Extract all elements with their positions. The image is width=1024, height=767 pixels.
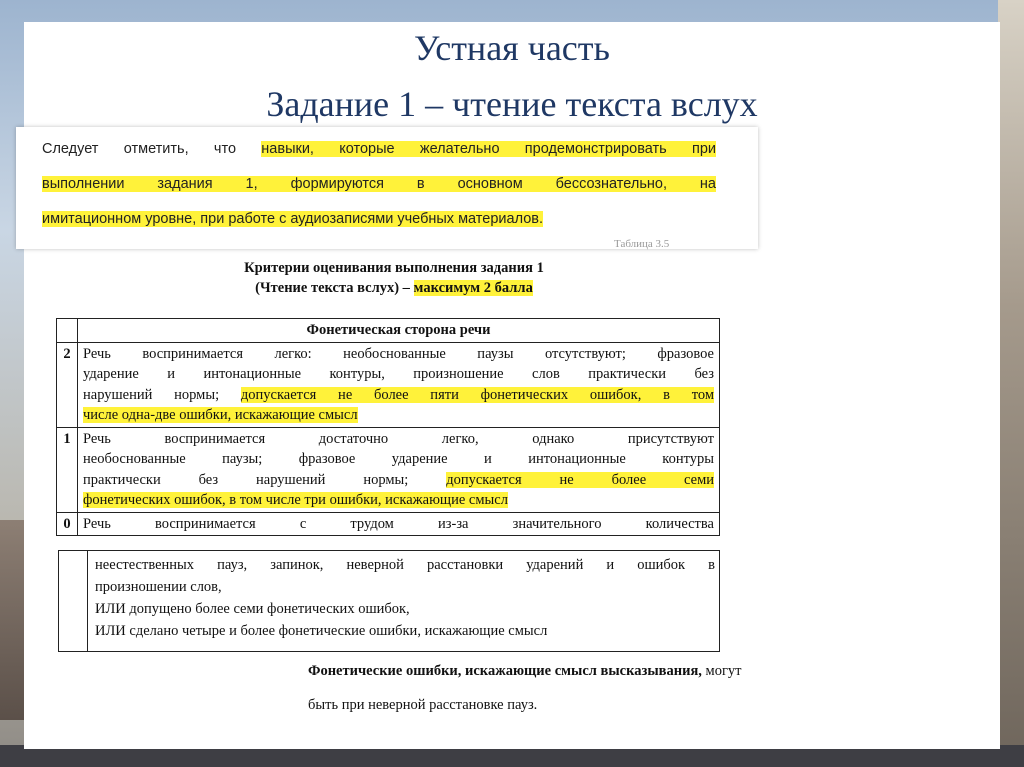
slide-title-line2: Задание 1 – чтение текста вслух	[266, 84, 758, 124]
table-row-score-1	[57, 427, 720, 512]
criterion-2-line-4	[83, 405, 714, 426]
footnote-line-1	[308, 660, 742, 682]
criteria-subtitle-highlight: максимум 2 балла	[413, 280, 533, 296]
criterion-2-line-1: Речь воспринимается легко: необоснованные паузы отсутствуют; фразовое	[83, 345, 714, 362]
criterion-1-text	[78, 427, 720, 512]
table-row-score-2	[57, 342, 720, 427]
note-line-2	[42, 174, 716, 194]
criteria-subtitle-plain: (Чтение текста вслух) –	[255, 280, 410, 296]
continuation-line-1: неестественных пауз, запинок, неверной расстановки ударений и ошибок в	[95, 557, 715, 573]
table-row-score-0	[57, 512, 720, 536]
note-line-1-highlight: навыки, которые желательно продемонстрировать при	[261, 141, 716, 157]
continuation-text	[95, 554, 715, 642]
criterion-0-text	[78, 512, 720, 536]
criterion-1-line-3	[83, 470, 714, 491]
note-line-2-highlight: выполнении задания 1, формируются в основном бессознательно, на	[42, 176, 716, 192]
note-line-1	[42, 139, 716, 159]
criterion-2-line-3-plain: нарушений нормы;	[83, 386, 220, 403]
criterion-1-line-3-plain: практически без нарушений нормы;	[83, 471, 409, 488]
note-line-3	[42, 209, 716, 229]
criteria-table-continuation	[58, 550, 720, 652]
score-1: 1	[57, 427, 78, 512]
column-header: Фонетическая сторона речи	[78, 319, 720, 343]
note-line-3-highlight: имитационном уровне, при работе с аудиозаписями учебных материалов.	[42, 211, 543, 227]
continuation-line-4: ИЛИ сделано четыре и более фонетические ошибки, искажающие смысл	[95, 623, 548, 639]
score-0: 0	[57, 512, 78, 536]
criterion-2-line-3	[83, 385, 714, 406]
header-score-cell	[57, 319, 78, 343]
continuation-line-3: ИЛИ допущено более семи фонетических ошибок,	[95, 601, 410, 617]
table-caption-faded: Таблица 3.5	[614, 238, 670, 250]
criteria-table	[56, 318, 720, 536]
continuation-score-column	[87, 551, 88, 651]
highlighted-note-box	[16, 127, 758, 249]
footnote-line-2: быть при неверной расстановке пауз.	[308, 697, 538, 713]
score-2: 2	[57, 342, 78, 427]
criterion-2-text	[78, 342, 720, 427]
criterion-2-line-4-highlight: числе одна-две ошибки, искажающие смысл	[83, 407, 358, 423]
criterion-2-line-2: ударение и интонационные контуры, произношение слов практически без	[83, 366, 714, 382]
background-building-right	[998, 0, 1024, 767]
footnote-plain: могут	[701, 663, 742, 679]
criterion-1-line-4	[83, 490, 714, 511]
criterion-1-line-3-highlight: допускается не более семи	[446, 471, 715, 488]
criteria-title: Критерии оценивания выполнения задания 1	[244, 260, 544, 276]
criterion-2-line-3-highlight: допускается не более пяти фонетических ошибок, в том	[240, 386, 715, 403]
slide-panel	[24, 22, 1000, 749]
criteria-subtitle	[54, 278, 734, 298]
table-header-row	[57, 319, 720, 343]
criterion-1-line-4-highlight: фонетических ошибок, в том числе три ошибки, искажающие смысл	[83, 492, 508, 508]
slide-title-line1: Устная часть	[414, 28, 610, 68]
footnote-bold: Фонетические ошибки, искажающие смысл высказывания,	[308, 663, 702, 679]
note-line-1-plain: Следует отметить, что	[42, 141, 237, 157]
criterion-1-line-1: Речь воспринимается достаточно легко, однако присутствуют	[83, 430, 714, 447]
criterion-1-line-2: необоснованные паузы; фразовое ударение и интонационные контуры	[83, 451, 714, 467]
criterion-0-line-1: Речь воспринимается с трудом из-за значительного количества	[83, 515, 714, 532]
continuation-line-2: произношении слов,	[95, 579, 222, 595]
